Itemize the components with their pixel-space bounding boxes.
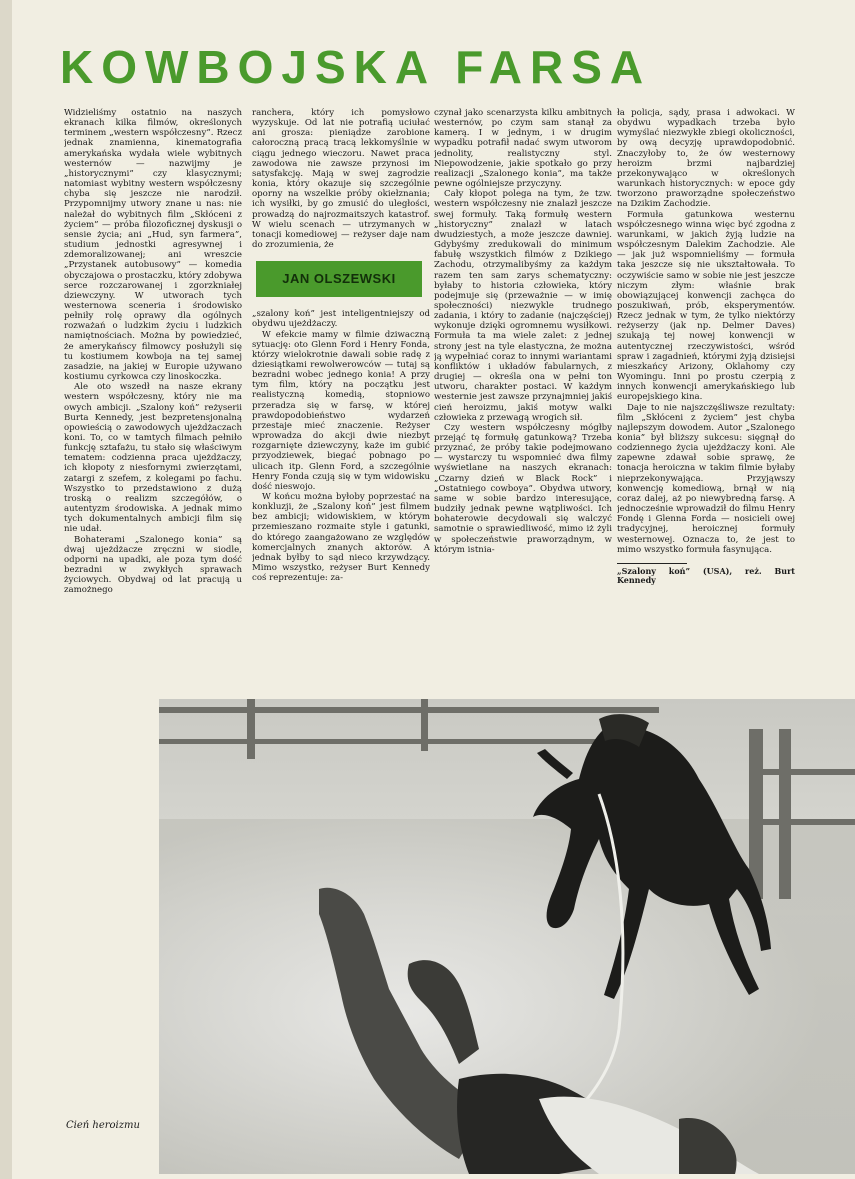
article-headline: KOWBOJSKA FARSA	[60, 41, 652, 93]
film-still-photo	[159, 699, 855, 1174]
text-column-3	[434, 108, 612, 688]
paragraph: Czy western współczesny mógłby przejąć tę formułę gatunkową? Trzeba przyznać, że próby takie podejmowano — wystarczy tu wspomnieć dwa filmy wyświetlane na naszych ekranach: „Czarny dzień w Black Rock” i „Ostatniego cowboya”. Obydwa utwory, same w sobie bardzo interesujące, budziły jednak pewne wątpliwości. Ich bohaterowie decydowali się walczyć samotnie o sprawiedliwość, mimo iż żyli w społeczeństwie praworządnym, w którym istnia-	[434, 422, 612, 555]
paragraph: W końcu można byłoby poprzestać na konkluzji, że „Szalony koń” jest filmem bez ambicji; widowiskiem, w którym przemieszano rozmaite style i gatunki, do którego zaangażowano ze względów komercjalnych znanych aktorów. A jednak byłby to sąd nieco krzywdzący. Mimo wszystko, reżyser Burt Kennedy coś reprezentuje: za-	[252, 492, 430, 584]
paragraph: Daje to nie najszczęśliwsze rezultaty: film „Skłóceni z życiem” jest chyba najlepszym dowodem. Autor „Szalonego konia” był bliższy sukcesu: sięgnął do codziennego życia ujeżdżaczy koni. Ale zapewne zdawał sobie sprawę, że tonacja heroiczna w takim filmie byłaby nieprzekonywająca. Przyjąwszy konwencję komediową, brnął w nią coraz dalej, aż po niewybredną farsę. A jednocześnie wprowadził do filmu Henry Fondę i Glenna Forda — nosicieli owej tradycyjnej, heroicznej formuły westernowej. Oznacza to, że jest to mimo wszystko formuła fasynująca.	[617, 402, 795, 555]
paragraph: Widzieliśmy ostatnio na naszych ekranach kilka filmów, określonych terminem „western współczesny”. Rzecz jednak znamienna, kinematografia amerykańska wydała wiele wybitnych westernów — nazwijmy je „historycznymi” czy klasycznymi; natomiast wybitny western współczesny chyba się jeszcze nie narodził. Przypomnijmy utwory znane u nas: nie należał do wybitnych film „Skłóceni z życiem” — próba filozoficznej dyskusji o sensie życia; ani „Hud, syn farmera”, studium jednostki agresywnej i zdemoralizowanej; ani wreszcie „Przystanek autobusowy” — komedia obyczajowa o prostaczku, który zdobywa serce rozczarowanej i zgorzkniałej dziewczyny. W utworach tych westernowa sceneria i środowisko pełniły rolę oprawy dla ogólnych rozważań o ludzkim życiu i ludzkich namiętnościach. Można by powiedzieć, że amerykańscy filmowcy posłużyli się tu kostiumem kowboja na tej samej zasadzie, na jakiej w Europie używano kostiumu cyrkowca czy linoskoczka.	[64, 108, 242, 383]
paragraph: Ale oto wszedł na nasze ekrany western współczesny, który nie ma owych ambicji. „Szalony koń” reżyserii Burta Kennedy, jest bezpretensjonalną opowieścią o zawodowych ujeżdżaczach koni. To, co w tamtych filmach pełniło funkcję sztafażu, tu stało się właściwym tematem: codzienna praca ujeżdżaczy, ich kłopoty z niesfornymi zwierzętami, zatargi z szefem, z kolegami po fachu. Wszystko to przedstawiono z dużą troską o realizm szczegółów, o autentyzm środowiska. A jednak mimo tych dokumentalnych ambicji film się nie udał.	[64, 382, 242, 535]
text-column-4	[617, 108, 795, 688]
page-edge	[0, 0, 12, 1179]
author-byline-box: JAN OLSZEWSKI	[256, 261, 422, 297]
paragraph: czynał jako scenarzysta kilku ambitnych westernów, po czym sam stanął za kamerą. I w jednym, i w drugim wypadku potrafił nadać swym utworom jednolity, realistyczny styl. Niepowodzenie, jakie spotkało go przy realizacji „Szalonego konia”, ma także pewne ogólniejsze przyczyny.	[434, 108, 612, 190]
paragraph: „szalony koń” jest inteligentniejszy od obydwu ujeżdżaczy.	[252, 309, 430, 330]
footnote-rule	[617, 563, 687, 564]
paragraph: W efekcie mamy w filmie dziwaczną sytuację: oto Glenn Ford i Henry Fonda, którzy wielokrotnie dawali sobie radę z dziesiątkami rewolwerowców — tutaj są bezradni wobec jednego konia! A przy tym film, który na początku jest realistyczną komedią, stopniowo przeradza się w farsę, w której prawdopodobieństwo wydarzeń przestaje mieć znaczenie. Reżyser wprowadza do akcji dwie niezbyt rozgarnięte dziewczyny, każe im gubić przyodziewek, biegać pobnago po ulicach itp. Glenn Ford, a szczególnie Henry Fonda czują się w tym widowisku dość nieswojo.	[252, 329, 430, 492]
paragraph: ranchera, który ich pomysłowo wyzyskuje. Od lat nie potrafią uciułać ani grosza: pieniądze zarobione całoroczną pracą tracą lekkomyślnie w ciągu jednego wieczoru. Nawet praca zawodowa nie zawsze przynosi im satysfakcję. Mają w swej zagrodzie konia, który okazuje się szczególnie oporny na wszelkie próby okiełznania; ich wysiłki, by go zmusić do uległości, prowadzą do najrozmaitszych katastrof. W wielu scenach — utrzymanych w tonacji komediowej — reżyser daje nam do zrozumienia, że	[252, 108, 430, 251]
photo-caption: Cień heroizmu	[66, 1120, 140, 1131]
paragraph: Cały kłopot polega na tym, że tzw. western współczesny nie znalazł jeszcze swej formuły. Taką formułę western „historyczny” znalazł w latach dwudziestych, a może jeszcze dawniej. Gdybyśmy zredukowali do minimum fabułę wszystkich filmów z Dzikiego Zachodu, otrzymalibyśmy za każdym razem ten sam zarys schematyczny: byłaby to historia człowieka, który podejmuje się (przeważnie — w imię społeczności) niezwykle trudnego zadania, i który to zadanie (najczęściej) wykonuje dzięki ogromnemu wysiłkowi. Formuła ta ma wiele zalet: z jednej strony jest na tyle elastyczna, że można ją wypełniać coraz to innymi wariantami konfliktów i układów fabularnych, z drugiej — określa ona w pełni ton utworu, charakter postaci. W każdym westernie jest zawsze przynajmniej jakiś cień heroizmu, jakiś motyw walki człowieka z przewagą wrogich sił.	[434, 189, 612, 423]
text-column-1	[64, 108, 242, 688]
paragraph: Bohaterami „Szalonego konia” są dwaj ujeżdżacze zręczni w siodle, odporni na upadki, ale poza tym dość bezradni w zwykłych sprawach życiowych. Obydwaj od lat pracują u zamożnego	[64, 534, 242, 596]
text-column-2	[252, 108, 430, 688]
paragraph: Formuła gatunkowa westernu współczesnego winna więc być zgodna z warunkami, w jakich żyją ludzie na współczesnym Dalekim Zachodzie. Ale — jak już wspomnieliśmy — formuła taka jeszcze się nie ukształtowała. To oczywiście samo w sobie nie jest jeszcze niczym złym: właśnie brak obowiązującej konwencji zachęca do poszukiwań, prób, eksperymentów. Rzecz jednak w tym, że tylko niektórzy reżyserzy (jak np. Delmer Daves) szukają tej nowej konwencji w autentycznej rzeczywistości, wśród spraw i zagadnień, którymi żyją dzisiejsi mieszkańcy Arizony, Oklahomy czy Wyomingu. Inni po prostu czerpią z innych konwencji amerykańskiego lub europejskiego kina.	[617, 209, 795, 403]
film-footnote: „Szalony koń” (USA), reż. Burt Kennedy	[617, 565, 795, 586]
paragraph: ła policja, sądy, prasa i adwokaci. W obydwu wypadkach trzeba było wymyślać niezwykłe zbiegi okoliczności, by ową decyzję uprawdopodobnić. Znaczyłoby to, że ów westernowy heroizm brzmi najbardziej przekonywająco w określonych warunkach historycznych: w epoce gdy tworzono praworządne społeczeństwo na Dzikim Zachodzie.	[617, 108, 795, 210]
rodeo-scene-illustration	[159, 699, 855, 1174]
